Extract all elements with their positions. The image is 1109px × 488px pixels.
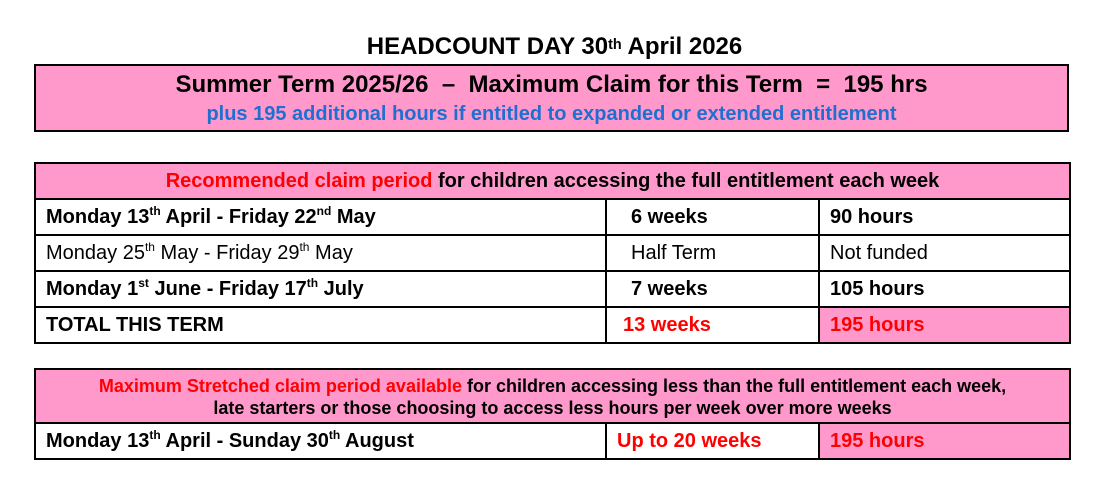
period-cell: Monday 25th May - Friday 29th May <box>35 235 606 271</box>
hours-cell: 195 hours <box>819 423 1070 459</box>
period-cell: Monday 1st June - Friday 17th July <box>35 271 606 307</box>
table-row <box>35 423 1070 459</box>
hours-cell: 90 hours <box>819 199 1070 235</box>
page-title <box>0 32 1109 62</box>
summary-box <box>34 64 1069 132</box>
summary-max-claim: Summer Term 2025/26 – Maximum Claim for this Term = 195 hrs <box>175 71 928 98</box>
period-cell: Monday 13th April - Friday 22nd May <box>35 199 606 235</box>
table-header-row <box>35 163 1070 199</box>
recommended-header <box>35 163 1070 199</box>
stretched-header-line2: late starters or those choosing to access less hours per week over more weeks <box>213 398 892 418</box>
hours-cell: Not funded <box>819 235 1070 271</box>
table-row <box>35 235 1070 271</box>
weeks-cell: 6 weeks <box>606 199 819 235</box>
title-text-end: April 2026 <box>621 33 743 60</box>
stretched-header-red: Maximum Stretched claim period available <box>98 376 462 396</box>
weeks-cell: Half Term <box>606 235 819 271</box>
title-text: HEADCOUNT DAY 30 <box>366 33 609 60</box>
table-row <box>35 271 1070 307</box>
recommended-claim-table <box>34 162 1071 344</box>
total-label: TOTAL THIS TERM <box>35 307 606 343</box>
table-row <box>35 199 1070 235</box>
total-weeks: 13 weeks <box>606 307 819 343</box>
title-sup: th <box>608 36 622 53</box>
table-header-row <box>35 369 1070 423</box>
weeks-cell: 7 weeks <box>606 271 819 307</box>
hours-cell: 105 hours <box>819 271 1070 307</box>
summary-additional-hours: plus 195 additional hours if entitled to expanded or extended entitlement <box>206 103 897 125</box>
stretched-header-text: for children accessing less than the full entitlement each week, <box>461 376 1007 396</box>
period-cell: Monday 13th April - Sunday 30th August <box>35 423 606 459</box>
total-row <box>35 307 1070 343</box>
recommended-header-text: for children accessing the full entitlement each week <box>432 169 940 192</box>
stretched-claim-table <box>34 368 1071 460</box>
weeks-cell: Up to 20 weeks <box>606 423 819 459</box>
total-hours: 195 hours <box>819 307 1070 343</box>
recommended-header-red: Recommended claim period <box>165 169 433 192</box>
stretched-header <box>35 369 1070 423</box>
